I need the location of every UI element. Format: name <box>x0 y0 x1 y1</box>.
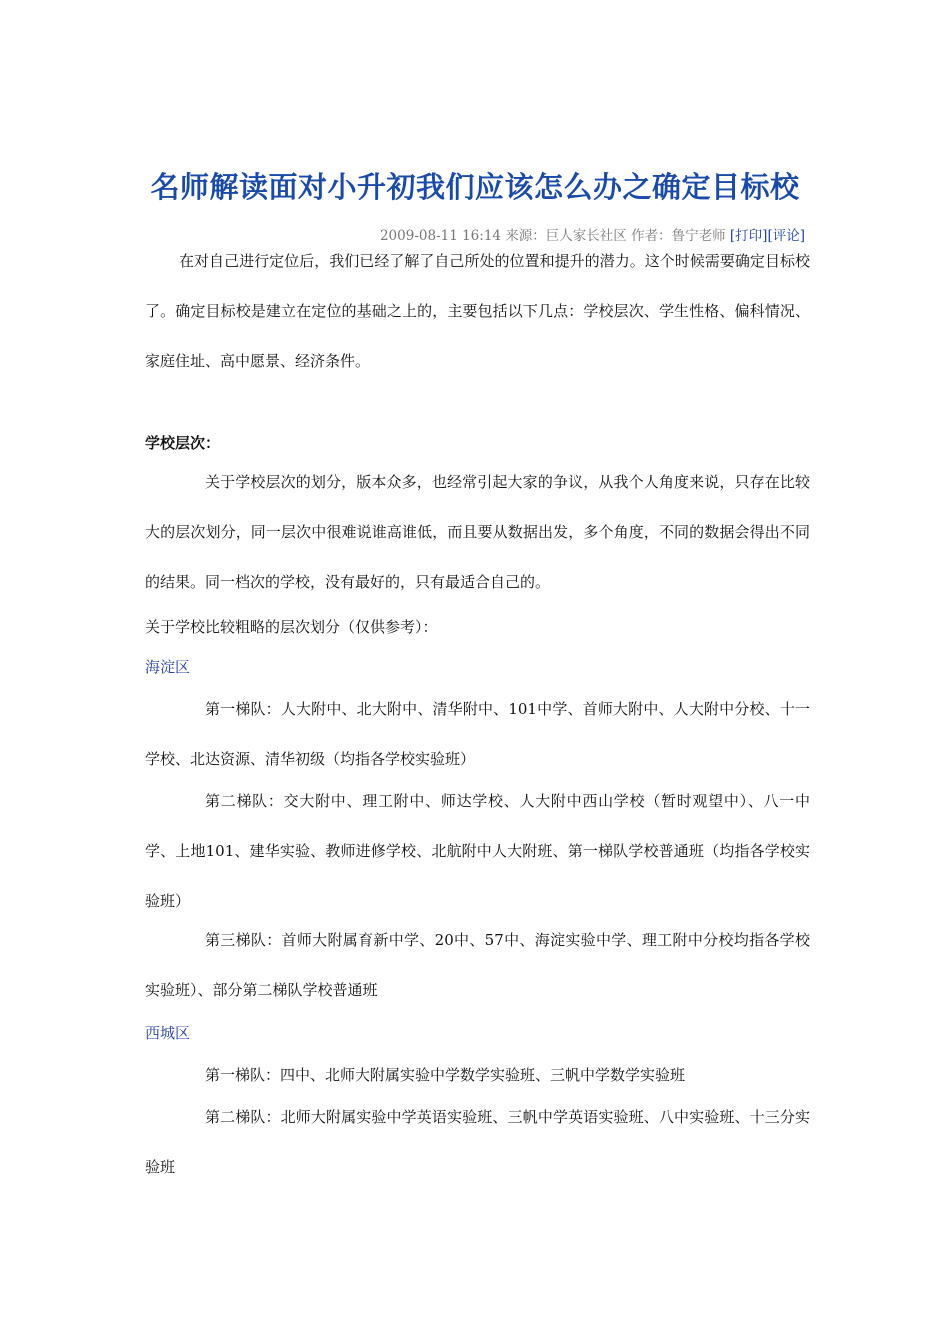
comment-link[interactable]: [评论] <box>767 228 805 244</box>
ranking-note: 关于学校比较粗略的层次划分（仅供参考）： <box>145 618 438 636</box>
article-title: 名师解读面对小升初我们应该怎么办之确定目标校 <box>150 170 800 205</box>
district-name-haidian: 海淀区 <box>145 658 191 676</box>
haidian-tier-2: 第二梯队：交大附中、理工附中、师达学校、人大附中西山学校（暂时观望中）、八一中学、上地101、建华实验、教师进修学校、北航附中人大附班、第一梯队学校普通班（均指各学校实验班） <box>145 792 810 910</box>
xicheng-tier-1: 第一梯队：四中、北师大附属实验中学数学实验班、三帆中学数学实验班 <box>205 1066 686 1084</box>
intro-paragraph: 在对自己进行定位后，我们已经了解了自己所处的位置和提升的潜力。这个时候需要确定目标校了。确定目标校是建立在定位的基础之上的，主要包括以下几点：学校层次、学生性格、偏科情况、家庭住址、高中愿景、经济条件。 <box>145 252 810 370</box>
article-source: 来源：巨人家长社区 <box>505 228 627 244</box>
haidian-tier-1: 第一梯队：人大附中、北大附中、清华附中、101中学、首师大附中、人大附中分校、十一学校、北达资源、清华初级（均指各学校实验班） <box>145 700 810 768</box>
district-name-xicheng: 西城区 <box>145 1024 191 1042</box>
publish-datetime: 2009-08-11 16:14 <box>379 228 502 244</box>
haidian-tier-3: 第三梯队：首师大附属育新中学、20中、57中、海淀实验中学、理工附中分校均指各学校实验班）、部分第二梯队学校普通班 <box>145 931 810 999</box>
print-link[interactable]: [打印] <box>729 228 768 244</box>
xicheng-tier-2: 第二梯队：北师大附属实验中学英语实验班、三帆中学英语实验班、八中实验班、十三分实验班 <box>145 1108 810 1176</box>
section-paragraph: 关于学校层次的划分，版本众多，也经常引起大家的争议，从我个人角度来说，只存在比较大的层次划分，同一层次中很难说谁高谁低，而且要从数据出发，多个角度，不同的数据会得出不同的结果。同一档次的学校，没有最好的，只有最适合自己的。 <box>145 473 810 591</box>
article-author: 作者：鲁宁老师 <box>631 228 726 244</box>
section-heading: 学校层次： <box>145 434 221 452</box>
